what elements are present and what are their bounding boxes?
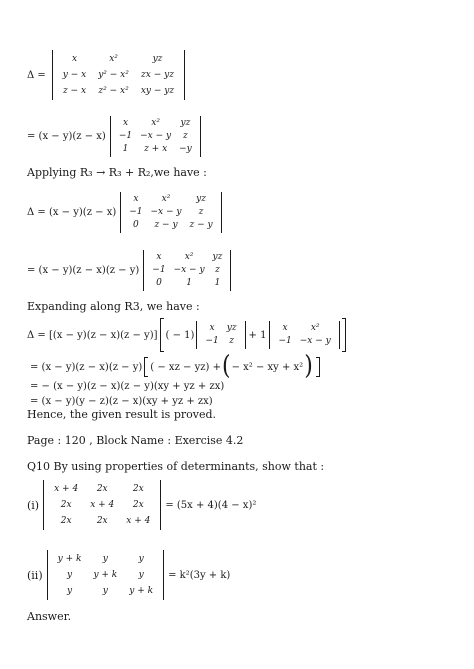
cell: x bbox=[133, 194, 139, 204]
cell: yz bbox=[196, 194, 206, 204]
cell: z − x bbox=[62, 86, 87, 96]
cell: x² bbox=[151, 118, 160, 128]
cell: z bbox=[229, 336, 234, 346]
coefficient-1: ( − 1) bbox=[165, 329, 195, 341]
cell: x + 4 bbox=[90, 500, 115, 510]
cell: x² bbox=[109, 54, 118, 64]
cell: y bbox=[102, 554, 108, 564]
determinant-3 bbox=[120, 192, 221, 233]
cell: z − y bbox=[189, 220, 213, 230]
cell: 1 bbox=[186, 278, 192, 288]
line8: = (x − y)(y − z)(z − x)(xy + yz + zx) bbox=[30, 396, 213, 407]
cell: −1 bbox=[152, 265, 166, 275]
cell: x bbox=[282, 323, 288, 333]
cell: x bbox=[122, 118, 129, 128]
plus-coefficient: + 1 bbox=[248, 329, 267, 341]
part-i-rhs: = (5x + 4)(4 − x)² bbox=[165, 499, 257, 511]
page-info: Page : 120 , Block Name : Exercise 4.2 bbox=[27, 434, 244, 447]
cell: 0 bbox=[133, 220, 139, 230]
factor-lhs-4: = (x − y)(z − x)(z − y) bbox=[27, 265, 140, 276]
applying-text: Applying R₃ → R₃ + R₂,we have : bbox=[27, 166, 207, 179]
cell: z − y bbox=[154, 220, 178, 230]
cell: −x − y bbox=[299, 336, 331, 346]
cell: −1 bbox=[118, 131, 133, 141]
determinant-1 bbox=[52, 50, 185, 100]
cell: 2x bbox=[132, 500, 144, 510]
close-bracket bbox=[342, 318, 346, 352]
cell: 1 bbox=[122, 144, 129, 154]
close-paren: ) bbox=[304, 351, 313, 382]
close-bracket bbox=[316, 357, 320, 377]
cell: 2x bbox=[96, 484, 108, 494]
cell: −x − y bbox=[150, 207, 182, 217]
cell: −x − y bbox=[173, 265, 205, 275]
cell: x² bbox=[310, 323, 320, 333]
cell: x bbox=[156, 252, 162, 262]
part-ii-label: (ii) bbox=[27, 568, 43, 582]
cell: x² bbox=[184, 252, 194, 262]
expansion-lhs: Δ = [(x − y)(z − x)(z − y)] bbox=[27, 329, 158, 341]
determinant-part-i bbox=[43, 480, 161, 530]
part-i bbox=[27, 480, 256, 530]
delta-lhs-3: Δ = (x − y)(z − x) bbox=[27, 207, 117, 218]
cell: x + 4 bbox=[54, 484, 79, 494]
cell: y + k bbox=[93, 570, 118, 580]
open-bracket bbox=[144, 357, 148, 377]
simplification-line bbox=[30, 351, 322, 382]
delta-lhs: Δ = bbox=[27, 69, 46, 81]
cell: y² − x² bbox=[98, 70, 129, 80]
cell: y + k bbox=[129, 586, 154, 596]
line6-factor: = (x − y)(z − x)(z − y) bbox=[30, 361, 143, 373]
part-ii bbox=[27, 550, 230, 600]
cell: y bbox=[138, 554, 144, 564]
cell: 0 bbox=[156, 278, 162, 288]
cell: y bbox=[66, 586, 73, 596]
line6-term2: − x² − xy + x² bbox=[231, 361, 304, 373]
cell: x bbox=[71, 54, 78, 64]
conclusion-text: Hence, the given result is proved. bbox=[27, 408, 217, 421]
part-i-label: (i) bbox=[27, 498, 40, 512]
determinant-4 bbox=[143, 250, 231, 291]
part-ii-rhs: = k²(3y + k) bbox=[168, 569, 231, 581]
open-bracket bbox=[160, 318, 164, 352]
cell: z + x bbox=[144, 144, 168, 154]
cell: 2x bbox=[60, 500, 72, 510]
cell: x + 4 bbox=[126, 516, 151, 526]
delta-definition bbox=[27, 50, 185, 100]
cell: −y bbox=[179, 144, 192, 154]
determinant-2 bbox=[110, 116, 201, 157]
open-paren: ( bbox=[221, 351, 231, 382]
cell: z² − x² bbox=[98, 86, 129, 96]
further-factored bbox=[27, 250, 231, 291]
cell: y bbox=[66, 570, 73, 580]
cell: x² bbox=[161, 194, 171, 204]
cell: yz bbox=[152, 54, 163, 64]
cell: −1 bbox=[278, 336, 292, 346]
cell: xy − yz bbox=[140, 86, 175, 96]
line6-term1: ( − xz − yz) + bbox=[150, 361, 221, 373]
factor-lhs: = (x − y)(z − x) bbox=[27, 131, 106, 142]
minor-2 bbox=[269, 321, 339, 349]
cell: 2x bbox=[60, 516, 72, 526]
cell: z bbox=[183, 131, 188, 141]
cell: y − x bbox=[62, 70, 87, 80]
cell: yz bbox=[212, 252, 223, 262]
expanding-text: Expanding along R3, we have : bbox=[27, 300, 200, 313]
cell: y bbox=[102, 586, 108, 596]
cell: yz bbox=[226, 323, 237, 333]
line7: = − (x − y)(z − x)(z − y)(xy + yz + zx) bbox=[30, 381, 225, 392]
determinant-part-ii bbox=[47, 550, 164, 600]
answer-label: Answer. bbox=[27, 610, 72, 623]
cell: yz bbox=[180, 118, 191, 128]
minor-1 bbox=[196, 321, 245, 349]
cell: −1 bbox=[205, 336, 219, 346]
cell: −x − y bbox=[140, 131, 172, 141]
row-operation-result bbox=[27, 192, 222, 233]
factored-determinant bbox=[27, 116, 201, 157]
cell: y bbox=[138, 570, 144, 580]
cell: 2x bbox=[96, 516, 108, 526]
cell: z bbox=[215, 265, 220, 275]
cell: 1 bbox=[214, 278, 221, 288]
cell: y + k bbox=[57, 554, 82, 564]
cell: zx − yz bbox=[141, 70, 174, 80]
cell: z bbox=[198, 207, 204, 217]
cell: −1 bbox=[129, 207, 143, 217]
expansion-line bbox=[27, 318, 348, 352]
question-text: Q10 By using properties of determinants, show that : bbox=[27, 460, 325, 473]
cell: 2x bbox=[132, 484, 144, 494]
cell: x bbox=[209, 323, 215, 333]
